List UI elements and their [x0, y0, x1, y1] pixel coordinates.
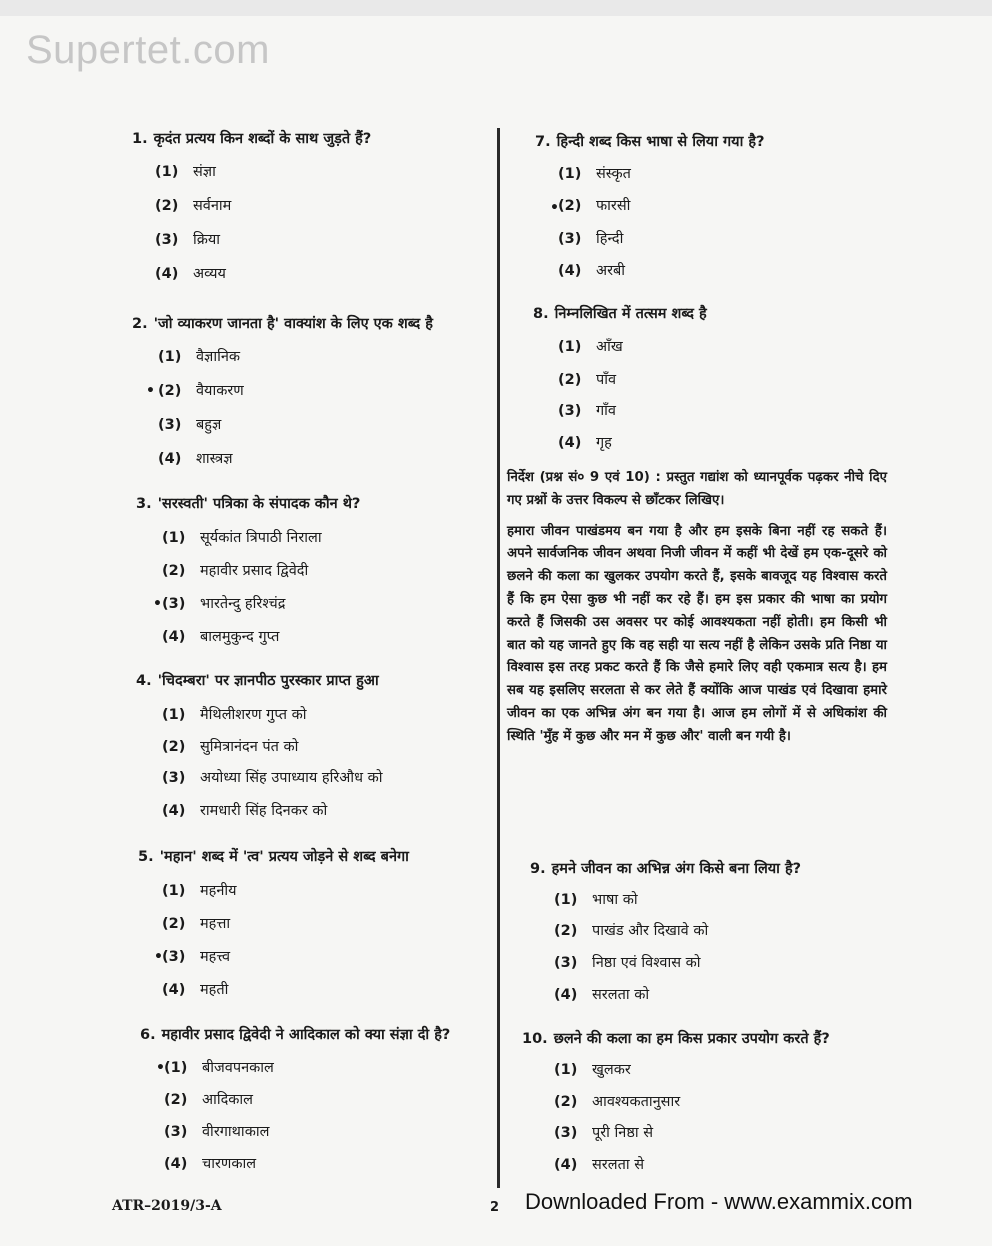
answer-mark-dot: •	[146, 383, 155, 399]
question-1: 1. कृदंत प्रत्यय किन शब्दों के साथ जुड़ते हैं?	[132, 131, 372, 147]
q10-option-3[interactable]: (3) पूरी निष्ठा से	[554, 1125, 654, 1141]
q4-option-3[interactable]: (3) अयोध्या सिंह उपाध्याय हरिऔध को	[162, 770, 383, 786]
q5-option-3[interactable]: (3) महत्त्व	[162, 949, 231, 965]
q4-option-4[interactable]: (4) रामधारी सिंह दिनकर को	[162, 803, 328, 819]
q6-option-1[interactable]: (1) बीजवपनकाल	[164, 1060, 274, 1076]
q7-option-1[interactable]: (1) संस्कृत	[558, 166, 631, 182]
answer-mark-dot: •	[550, 200, 559, 216]
paper-code: ATR–2019/3-A	[112, 1198, 222, 1214]
q10-option-1[interactable]: (1) खुलकर	[554, 1062, 631, 1078]
q8-option-2[interactable]: (2) पाँव	[558, 372, 617, 388]
q6-option-2[interactable]: (2) आदिकाल	[164, 1092, 253, 1108]
q2-option-1[interactable]: (1) वैज्ञानिक	[158, 349, 241, 365]
question-9: 9. हमने जीवन का अभिन्न अंग किसे बना लिया है?	[530, 861, 802, 877]
q6-option-3[interactable]: (3) वीरगाथाकाल	[164, 1124, 270, 1140]
page-number: 2	[490, 1200, 500, 1215]
q3-option-1[interactable]: (1) सूर्यकांत त्रिपाठी निराला	[162, 530, 322, 546]
q2-option-2[interactable]: (2) वैयाकरण	[158, 383, 244, 399]
answer-mark-dot: •	[156, 1060, 165, 1076]
q7-option-2[interactable]: (2) फारसी	[558, 198, 631, 214]
q8-option-3[interactable]: (3) गाँव	[558, 403, 616, 419]
question-2: 2. 'जो व्याकरण जानता है' वाक्यांश के लिए एक शब्द है	[132, 316, 433, 332]
q7-option-3[interactable]: (3) हिन्दी	[558, 231, 624, 247]
watermark: Supertet.com	[26, 28, 270, 72]
q2-option-3[interactable]: (3) बहुज्ञ	[158, 417, 222, 433]
question-4: 4. 'चिदम्बरा' पर ज्ञानपीठ पुरस्कार प्राप्त हुआ	[136, 673, 379, 689]
question-6: 6. महावीर प्रसाद द्विवेदी ने आदिकाल को क्या संज्ञा दी है?	[140, 1027, 451, 1043]
question-10: 10. छलने की कला का हम किस प्रकार उपयोग करते हैं?	[522, 1031, 830, 1047]
download-source: Downloaded From - www.exammix.com	[525, 1189, 913, 1214]
q1-option-4[interactable]: (4) अव्यय	[155, 266, 226, 282]
column-divider	[497, 128, 500, 1188]
q8-option-1[interactable]: (1) आँख	[558, 339, 623, 355]
q1-option-2[interactable]: (2) सर्वनाम	[155, 198, 232, 214]
q9-option-1[interactable]: (1) भाषा को	[554, 892, 638, 908]
q5-option-1[interactable]: (1) महनीय	[162, 883, 237, 899]
q1-option-1[interactable]: (1) संज्ञा	[155, 164, 216, 180]
q3-option-3[interactable]: (3) भारतेन्दु हरिश्चंद्र	[162, 596, 286, 612]
top-band	[0, 0, 992, 16]
q1-option-3[interactable]: (3) क्रिया	[155, 232, 221, 248]
q10-option-4[interactable]: (4) सरलता से	[554, 1157, 644, 1173]
answer-mark-dot: •	[154, 949, 163, 965]
question-3: 3. 'सरस्वती' पत्रिका के संपादक कौन थे?	[136, 496, 361, 512]
q4-option-2[interactable]: (2) सुमित्रानंदन पंत को	[162, 739, 299, 755]
q6-option-4[interactable]: (4) चारणकाल	[164, 1156, 257, 1172]
q8-option-4[interactable]: (4) गृह	[558, 435, 612, 451]
question-8: 8. निम्नलिखित में तत्सम शब्द है	[533, 306, 707, 322]
q7-option-4[interactable]: (4) अरबी	[558, 263, 626, 279]
q4-option-1[interactable]: (1) मैथिलीशरण गुप्त को	[162, 707, 307, 723]
passage-body: हमारा जीवन पाखंडमय बन गया है और हम इसके बिना नहीं रह सकते हैं। अपने सार्वजनिक जीवन अथवा निजी जीवन में कहीं भी देखें हम एक-दूसरे को छलने की कला का खुलकर उपयोग करते हैं, इसके बावजूद यह विश्वास करते हैं कि हम ऐसा कुछ भी नहीं कर रहे हैं। हम इस प्रकार की भाषा का प्रयोग करते हैं जिसकी उस अवसर पर कोई आवश्यकता नहीं होती। हम किसी भी बात को यह जानते हुए कि वह सही या सत्य नहीं है लेकिन उसके प्रति निष्ठा या विश्वास इस तरह प्रकट करते हैं कि जैसे हमारे लिए वही एकमात्र सत्य है। हम सब यह इसलिए सरलता से कर लेते हैं क्योंकि आज पाखंड एवं दिखावा हमारे जीवन का एक अभिन्न अंग बन गया है। आज हम लोगों में से अधिकांश की स्थिति 'मुँह में कुछ और मन में कुछ और' वाली बन गयी है।	[507, 523, 887, 744]
question-5: 5. 'महान' शब्द में 'त्व' प्रत्यय जोड़ने से शब्द बनेगा	[138, 849, 409, 865]
q5-option-2[interactable]: (2) महत्ता	[162, 916, 231, 932]
q2-option-4[interactable]: (4) शास्त्रज्ञ	[158, 451, 233, 467]
q3-option-2[interactable]: (2) महावीर प्रसाद द्विवेदी	[162, 563, 309, 579]
q9-option-2[interactable]: (2) पाखंड और दिखावे को	[554, 923, 709, 939]
q9-option-4[interactable]: (4) सरलता को	[554, 987, 650, 1003]
q10-option-2[interactable]: (2) आवश्यकतानुसार	[554, 1094, 681, 1110]
q9-option-3[interactable]: (3) निष्ठा एवं विश्वास को	[554, 955, 701, 971]
passage	[507, 467, 887, 749]
passage-heading: निर्देश (प्रश्न सं० 9 एवं 10) : प्रस्तुत गद्यांश को ध्यानपूर्वक पढ़कर नीचे दिए गए प्रश्नों के उत्तर विकल्प से छाँटकर लिखिए।	[507, 470, 887, 508]
answer-mark-dot: •	[153, 596, 162, 612]
question-7: 7. हिन्दी शब्द किस भाषा से लिया गया है?	[535, 134, 765, 150]
q3-option-4[interactable]: (4) बालमुकुन्द गुप्त	[162, 629, 280, 645]
q5-option-4[interactable]: (4) महती	[162, 982, 229, 998]
